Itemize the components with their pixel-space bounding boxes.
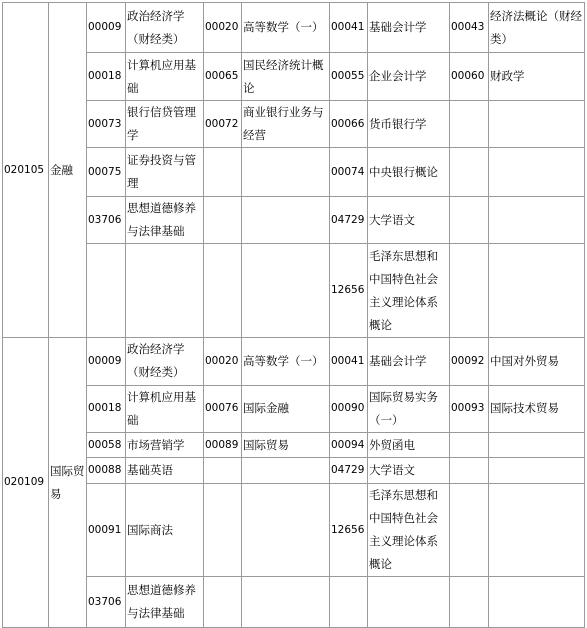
- course-code: 00088: [87, 458, 126, 483]
- course-code: 00065: [204, 53, 242, 100]
- table-row: [3, 385, 585, 432]
- major-name: 金融: [49, 3, 87, 338]
- course-code: 00072: [204, 100, 242, 147]
- course-name: [242, 458, 330, 483]
- course-code: 00058: [87, 433, 126, 458]
- course-name: 市场营销学: [126, 433, 204, 458]
- course-code: [450, 244, 489, 338]
- course-name: 基础会计学: [368, 3, 450, 53]
- course-name: 银行信贷管理学: [126, 100, 204, 147]
- table-row: [3, 433, 585, 458]
- course-name: 国际金融: [242, 385, 330, 432]
- course-name: 国际商法: [126, 483, 204, 577]
- course-code: 00020: [204, 338, 242, 385]
- course-name: 计算机应用基础: [126, 53, 204, 100]
- course-code: [450, 148, 489, 196]
- course-name: [489, 244, 585, 338]
- major-name: 国际贸易: [49, 338, 87, 628]
- course-name: 国际贸易实务（一）: [368, 385, 450, 432]
- course-code: 00041: [330, 338, 368, 385]
- course-code: 00090: [330, 385, 368, 432]
- course-code: 00094: [330, 433, 368, 458]
- course-name: 国际贸易: [242, 433, 330, 458]
- table-row: [3, 338, 585, 385]
- course-name: [242, 483, 330, 577]
- course-name: [368, 577, 450, 628]
- course-name: 政治经济学（财经类）: [126, 3, 204, 53]
- course-code: [204, 458, 242, 483]
- course-name: [242, 577, 330, 628]
- course-table: [2, 2, 585, 628]
- course-code: 00089: [204, 433, 242, 458]
- course-code: [450, 458, 489, 483]
- course-code: [450, 196, 489, 243]
- course-name: 证券投资与管理: [126, 148, 204, 196]
- table-row: [3, 196, 585, 243]
- course-code: [204, 244, 242, 338]
- course-code: 00055: [330, 53, 368, 100]
- course-code: 12656: [330, 483, 368, 577]
- course-name: 计算机应用基础: [126, 385, 204, 432]
- course-name: 高等数学（一）: [242, 338, 330, 385]
- course-code: 00043: [450, 3, 489, 53]
- course-name: [489, 433, 585, 458]
- course-name: 政治经济学（财经类）: [126, 338, 204, 385]
- course-code: [450, 433, 489, 458]
- course-code: [204, 196, 242, 243]
- course-code: 00093: [450, 385, 489, 432]
- course-name: 思想道德修养与法律基础: [126, 577, 204, 628]
- course-name: [242, 196, 330, 243]
- course-code: 00074: [330, 148, 368, 196]
- course-code: 00076: [204, 385, 242, 432]
- course-name: 大学语文: [368, 196, 450, 243]
- course-name: 中央银行概论: [368, 148, 450, 196]
- course-code: [450, 100, 489, 147]
- course-name: 商业银行业务与经营: [242, 100, 330, 147]
- course-name: 经济法概论（财经类）: [489, 3, 585, 53]
- course-code: 03706: [87, 196, 126, 243]
- table-row: [3, 577, 585, 628]
- course-name: 大学语文: [368, 458, 450, 483]
- course-name: 高等数学（一）: [242, 3, 330, 53]
- course-code: [87, 244, 126, 338]
- course-name: [489, 100, 585, 147]
- table-body: [3, 3, 585, 628]
- course-name: 国民经济统计概论: [242, 53, 330, 100]
- course-code: 00092: [450, 338, 489, 385]
- course-name: 国际技术贸易: [489, 385, 585, 432]
- course-name: [489, 483, 585, 577]
- course-name: [126, 244, 204, 338]
- course-code: 00041: [330, 3, 368, 53]
- table-row: [3, 458, 585, 483]
- table-row: [3, 53, 585, 100]
- course-name: 货币银行学: [368, 100, 450, 147]
- course-code: 00009: [87, 338, 126, 385]
- course-name: [242, 244, 330, 338]
- course-name: [489, 577, 585, 628]
- course-code: 00018: [87, 53, 126, 100]
- table-row: [3, 148, 585, 196]
- course-name: 财政学: [489, 53, 585, 100]
- course-name: [489, 458, 585, 483]
- course-name: [242, 148, 330, 196]
- course-code: 00060: [450, 53, 489, 100]
- course-code: 03706: [87, 577, 126, 628]
- course-name: 外贸函电: [368, 433, 450, 458]
- course-name: [489, 148, 585, 196]
- course-code: 00018: [87, 385, 126, 432]
- course-code: 00066: [330, 100, 368, 147]
- course-name: [489, 196, 585, 243]
- course-code: 04729: [330, 196, 368, 243]
- course-code: 00091: [87, 483, 126, 577]
- course-name: 毛泽东思想和中国特色社会主义理论体系概论: [368, 244, 450, 338]
- course-name: 毛泽东思想和中国特色社会主义理论体系概论: [368, 483, 450, 577]
- course-code: 12656: [330, 244, 368, 338]
- course-code: [330, 577, 368, 628]
- course-code: [450, 483, 489, 577]
- course-code: 00009: [87, 3, 126, 53]
- table-row: [3, 244, 585, 338]
- course-name: 思想道德修养与法律基础: [126, 196, 204, 243]
- course-code: 04729: [330, 458, 368, 483]
- major-code: 020105: [3, 3, 49, 338]
- course-code: [204, 148, 242, 196]
- course-code: 00073: [87, 100, 126, 147]
- table-row: [3, 483, 585, 577]
- course-code: [204, 483, 242, 577]
- course-code: [204, 577, 242, 628]
- course-name: 中国对外贸易: [489, 338, 585, 385]
- course-name: 企业会计学: [368, 53, 450, 100]
- course-code: [450, 577, 489, 628]
- course-name: 基础英语: [126, 458, 204, 483]
- course-name: 基础会计学: [368, 338, 450, 385]
- course-code: 00020: [204, 3, 242, 53]
- table-row: [3, 3, 585, 53]
- major-code: 020109: [3, 338, 49, 628]
- table-row: [3, 100, 585, 147]
- course-code: 00075: [87, 148, 126, 196]
